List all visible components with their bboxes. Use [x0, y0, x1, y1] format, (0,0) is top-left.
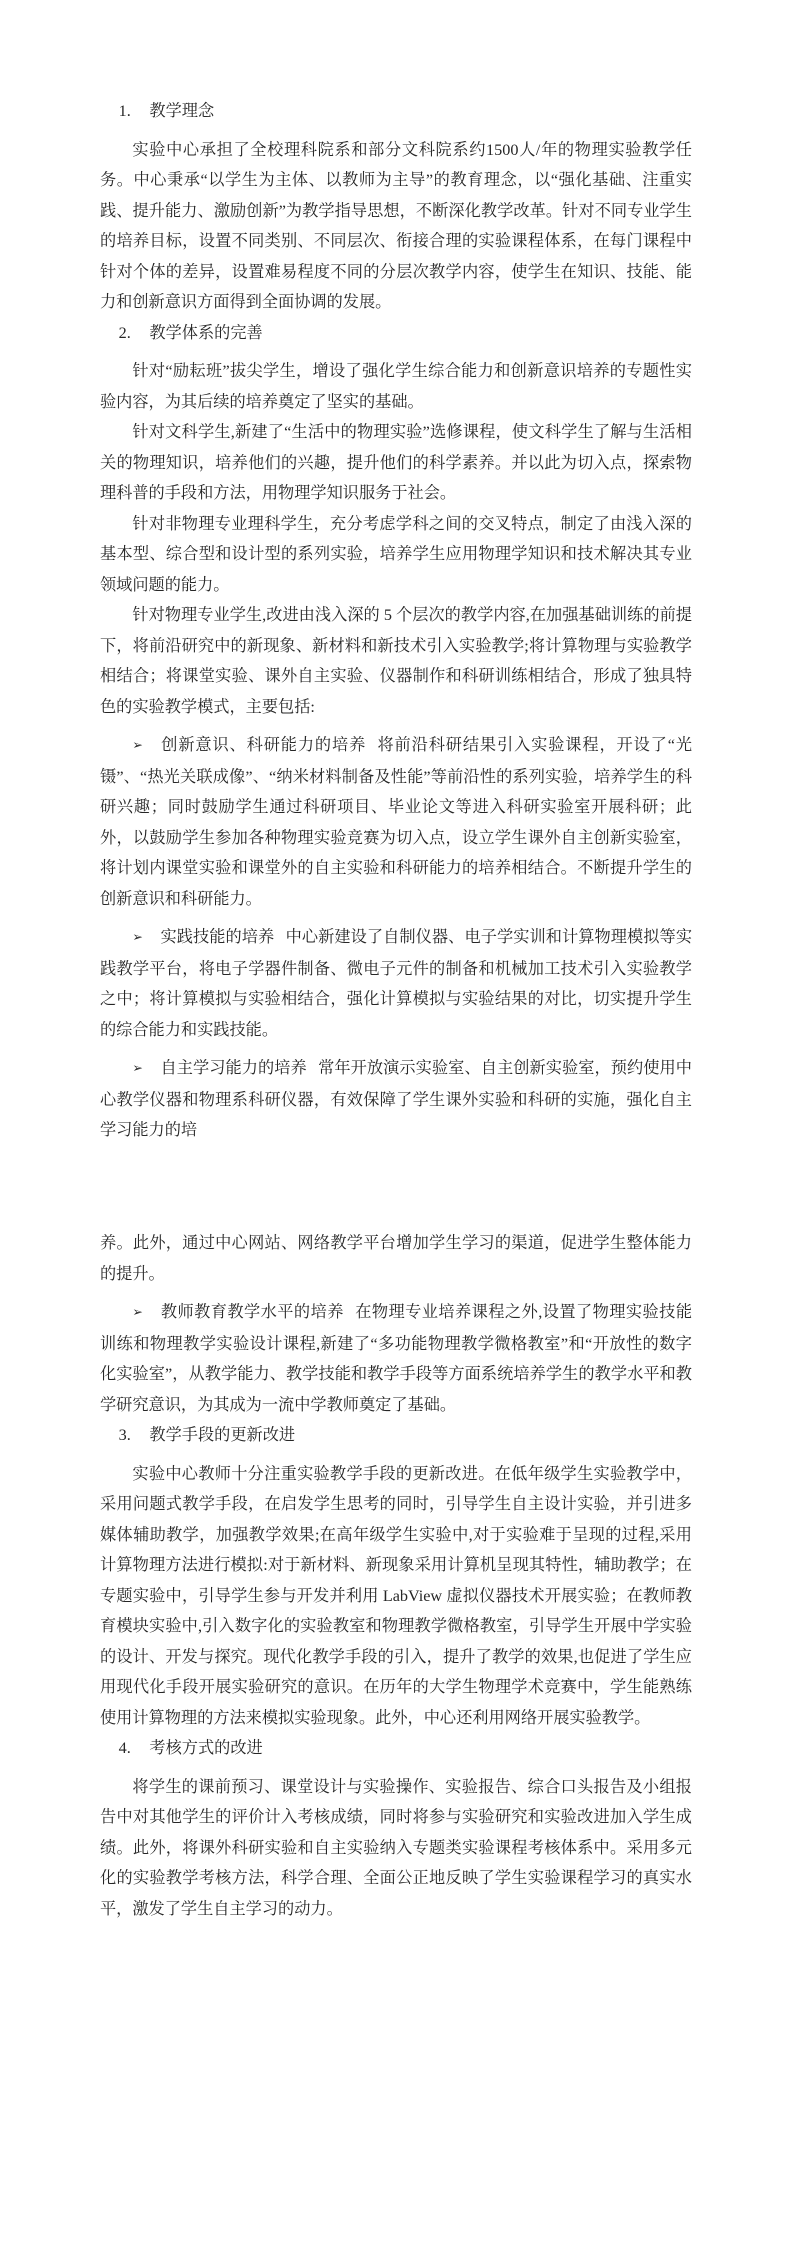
paragraph-continuation: 养。此外，通过中心网站、网络教学平台增加学生学习的渠道，促进学生整体能力的提升。 [100, 1234, 692, 1283]
heading-text: 教学体系的完善 [149, 323, 263, 342]
bullet-title: 教师教育教学水平的培养 [160, 1303, 344, 1321]
body-paragraph: 实验中心教师十分注重实验教学手段的更新改进。在低年级学生实验教学中，采用问题式教学手段，在启发学生思考的同时，引导学生自主设计实验，并引进多媒体辅助教学，加强教学效果;在高年级学生实验中,对于实验难于呈现的过程,采用计算物理方法进行模拟:对于新材料、新现象采用计算机呈现其特性，辅助教学；在专题实验中，引导学生参与开发并利用 LabView 虚拟仪器技术开展实验；在教师教育模块实验中,引入数字化的实验教室和物理教学微格教室，引导学生开展中学实验的设计、开发与探究。现代化教学手段的引入，提升了教学的效果,也促进了学生应用现代化手段开展实验研究的意识。在历年的大学生物理学术竞赛中，学生能熟练使用计算物理的方法来模拟实验现象。此外，中心还利用网络开展实验教学。 [100, 1464, 692, 1727]
heading-text: 教学理念 [149, 102, 215, 120]
arrow-bullet-icon: ➢ [132, 737, 143, 752]
heading-number: 1. [118, 102, 131, 120]
body-paragraph: 针对“励耘班”拔尖学生，增设了强化学生综合能力和创新意识培养的专题性实验内容，为其后续的培养奠定了坚实的基础。 [100, 362, 692, 411]
bullet-title: 自主学习能力的培养 [160, 1059, 307, 1077]
bullet-item [100, 1053, 692, 1146]
body-paragraph: 针对物理专业学生,改进由浅入深的 5 个层次的教学内容,在加强基础训练的前提下，将前沿研究中的新现象、新材料和新技术引入实验教学;将计算物理与实验教学相结合；将课堂实验、课外自主实验、仪器制作和科研训练相结合，形成了独具特色的实验教学模式，主要包括: [100, 606, 692, 716]
heading-number: 3. [118, 1426, 131, 1444]
bullet-item [100, 1297, 692, 1420]
body-paragraph: 针对非物理专业理科学生，充分考虑学科之间的交叉特点，制定了由浅入深的基本型、综合型和设计型的系列实验，培养学生应用物理学知识和技术解决其专业领域问题的能力。 [100, 514, 692, 594]
section-heading [100, 1733, 692, 1764]
arrow-bullet-icon: ➢ [132, 1304, 143, 1319]
section-heading [100, 318, 692, 349]
body-paragraph: 将学生的课前预习、课堂设计与实验操作、实验报告、综合口头报告及小组报告中对其他学生的评价计入考核成绩，同时将参与实验研究和实验改进加入学生成绩。此外，将课外科研实验和自主实验纳入专题类实验课程考核体系中。采用多元化的实验教学考核方法，科学合理、全面公正地反映了学生实验课程学习的真实水平，激发了学生自主学习的动力。 [100, 1777, 692, 1918]
arrow-bullet-icon: ➢ [132, 929, 143, 944]
bullet-item [100, 922, 692, 1045]
section-heading [100, 96, 692, 127]
bullet-item [100, 730, 692, 914]
bullet-text: 中心新建设了自制仪器、电子学实训和计算物理模拟等实践教学平台，将电子学器件制备、微电子元件的制备和机械加工技术引入实验教学之中；将计算模拟与实验相结合，强化计算模拟与实验结果的对比，切实提升学生的综合能力和实践技能。 [100, 928, 693, 1039]
bullet-text: 常年开放演示实验室、自主创新实验室，预约使用中心教学仪器和物理系科研仪器，有效保障了学生课外实验和科研的实施，强化自主学习能力的培 [100, 1059, 692, 1139]
bullet-text: 将前沿科研结果引入实验课程，开设了“光镊”、“热光关联成像”、“纳米材料制备及性能”等前沿性的系列实验，培养学生的科研兴趣；同时鼓励学生通过科研项目、毕业论文等进入科研实验室开展科研；此外，以鼓励学生参加各种物理实验竞赛为切入点，设立学生课外自主创新实验室，将计划内课堂实验和课堂外的自主实验和科研能力的培养相结合。不断提升学生的创新意识和科研能力。 [100, 736, 693, 908]
heading-number: 2. [118, 323, 131, 342]
body-paragraph: 针对文科学生,新建了“生活中的物理实验”选修课程，使文科学生了解与生活相关的物理知识，培养他们的兴趣，提升他们的科学素养。并以此为切入点，探索物理科普的手段和方法，用物理学知识服务于社会。 [100, 423, 692, 502]
arrow-bullet-icon: ➢ [132, 1060, 143, 1075]
bullet-title: 实践技能的培养 [160, 928, 275, 946]
heading-number: 4. [118, 1739, 131, 1757]
bullet-title: 创新意识、科研能力的培养 [160, 736, 367, 754]
heading-text: 教学手段的更新改进 [149, 1426, 296, 1444]
heading-text: 考核方式的改进 [149, 1739, 263, 1757]
body-paragraph: 实验中心承担了全校理科院系和部分文科院系约1500人/年的物理实验教学任务。中心秉承“以学生为主体、以教师为主导”的教育理念，以“强化基础、注重实践、提升能力、激励创新”为教学指导思想，不断深化教学改革。针对不同专业学生的培养目标，设置不同类别、不同层次、衔接合理的实验课程体系，在每门课程中针对个体的差异，设置难易程度不同的分层次教学内容，使学生在知识、技能、能力和创新意识方面得到全面协调的发展。 [100, 140, 692, 311]
section-heading [100, 1420, 692, 1451]
bullet-text: 在物理专业培养课程之外,设置了物理实验技能训练和物理教学实验设计课程,新建了“多功能物理教学微格教室”和“开放性的数字化实验室”，从教学能力、教学技能和教学手段等方面系统培养学生的教学水平和教学研究意识，为其成为一流中学教师奠定了基础。 [100, 1303, 693, 1414]
document-page-2 [0, 1228, 793, 1924]
